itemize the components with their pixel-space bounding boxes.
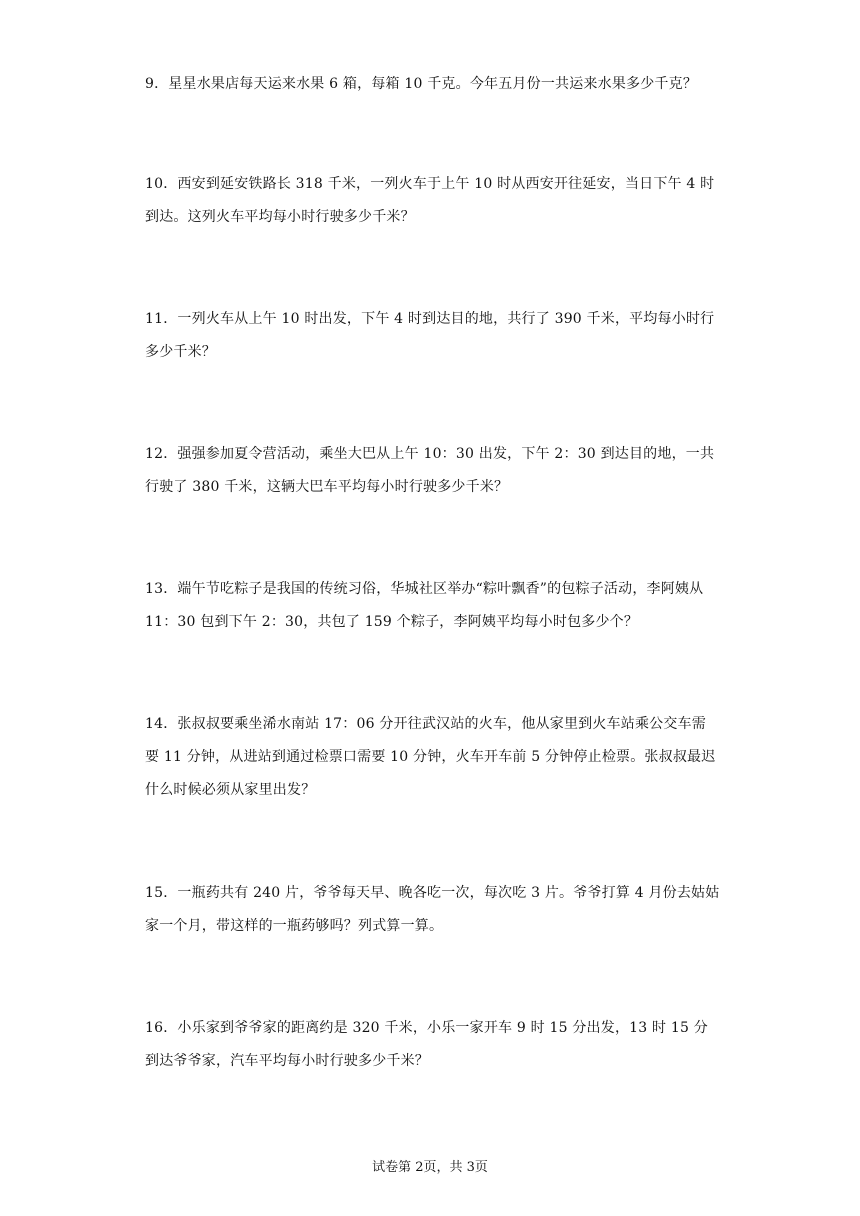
question-10: 10．西安到延安铁路长 318 千米，一列火车于上午 10 时从西安开往延安，当日下午 4 时到达。这列火车平均每小时行驶多少千米？ (145, 176, 715, 225)
question-11: 11．一列火车从上午 10 时出发，下午 4 时到达目的地，共行了 390 千米，平均每小时行多少千米？ (145, 311, 715, 360)
question-16: 16．小乐家到爷爷家的距离约是 320 千米，小乐一家开车 9 时 15 分出发，13 时 15 分到达爷爷家，汽车平均每小时行驶多少千米？ (145, 1020, 708, 1069)
question-9: 9．星星水果店每天运来水果 6 箱，每箱 10 千克。今年五月份一共运来水果多少千克？ (145, 76, 698, 92)
question-15: 15．一瓶药共有 240 片，爷爷每天早、晚各吃一次，每次吃 3 片。爷爷打算 4 月份去姑姑家一个月，带这样的一瓶药够吗？列式算一算。 (145, 885, 720, 934)
question-12: 12．强强参加夏令营活动，乘坐大巴从上午 10：30 出发，下午 2：30 到达目的地，一共行驶了 380 千米，这辆大巴车平均每小时行驶多少千米？ (145, 446, 715, 495)
question-13: 13．端午节吃粽子是我国的传统习俗，华城社区举办“粽叶飘香”的包粽子活动，李阿姨从 11：30 包到下午 2：30，共包了 159 个粽子，李阿姨平均每小时包多少个？ (145, 581, 704, 630)
question-14: 14．张叔叔要乘坐浠水南站 17：06 分开往武汉站的火车，他从家里到火车站乘公交车需要 11 分钟，从进站到通过检票口需要 10 分钟，火车开车前 5 分钟停止检票。张叔叔最迟什么时候必须从家里出发？ (145, 716, 716, 798)
page-footer: 试卷第 2页，共 3页 (372, 1160, 488, 1175)
